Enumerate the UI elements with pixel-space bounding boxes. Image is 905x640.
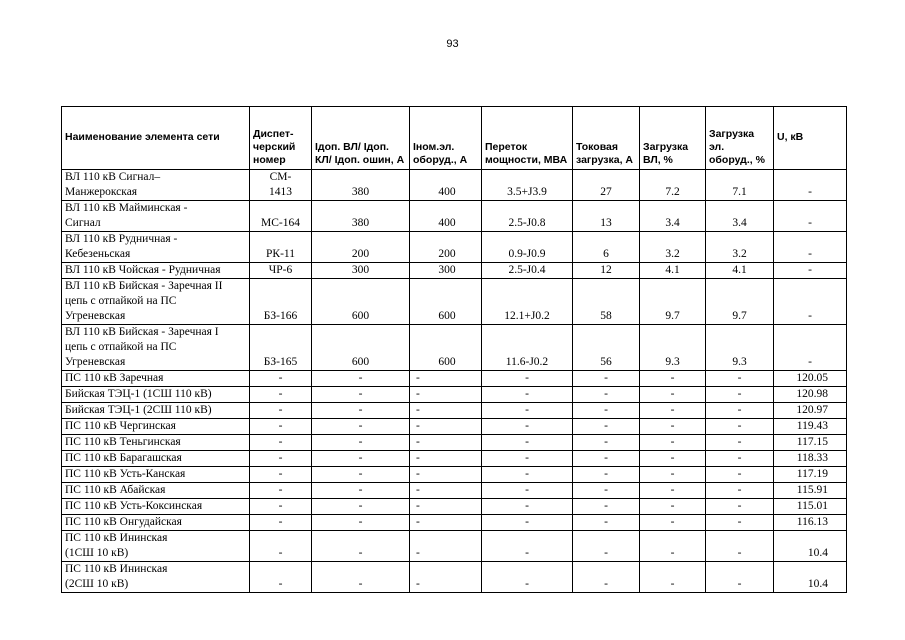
- voltage-cell: -: [774, 201, 847, 232]
- line-load-cell: -: [640, 403, 706, 419]
- line-load-cell: -: [640, 419, 706, 435]
- power-flow-cell: -: [482, 403, 573, 419]
- equipment-load-cell: 4.1: [706, 263, 774, 279]
- power-flow-cell: -: [482, 419, 573, 435]
- rated-current-cell: 300: [410, 263, 482, 279]
- rated-current-cell: -: [410, 371, 482, 387]
- equipment-load-cell: -: [706, 451, 774, 467]
- power-flow-cell: 0.9-J0.9: [482, 232, 573, 263]
- allowable-current-cell: -: [312, 371, 410, 387]
- table-row: [62, 325, 847, 371]
- rated-current-cell: -: [410, 483, 482, 499]
- power-flow-cell: -: [482, 435, 573, 451]
- power-flow-cell: -: [482, 515, 573, 531]
- table-body: [62, 170, 847, 593]
- voltage-cell: 115.01: [774, 499, 847, 515]
- current-load-cell: -: [573, 499, 640, 515]
- current-load-cell: 58: [573, 279, 640, 325]
- element-name-cell: ВЛ 110 кВ Сигнал– Манжерокская: [62, 170, 250, 201]
- voltage-cell: -: [774, 232, 847, 263]
- header-rated-current: Iном.эл. оборуд., А: [410, 107, 482, 170]
- current-load-cell: -: [573, 531, 640, 562]
- line-load-cell: -: [640, 483, 706, 499]
- line-load-cell: 9.7: [640, 279, 706, 325]
- rated-current-cell: -: [410, 499, 482, 515]
- element-name-cell: ПС 110 кВ Чергинская: [62, 419, 250, 435]
- line-load-cell: 3.4: [640, 201, 706, 232]
- element-name-cell: ПС 110 кВ Ининская (2СШ 10 кВ): [62, 562, 250, 593]
- dispatch-number-cell: -: [250, 483, 312, 499]
- rated-current-cell: -: [410, 403, 482, 419]
- current-load-cell: -: [573, 387, 640, 403]
- table-row: [62, 419, 847, 435]
- line-load-cell: -: [640, 562, 706, 593]
- power-flow-cell: -: [482, 371, 573, 387]
- dispatch-number-cell: РК-11: [250, 232, 312, 263]
- current-load-cell: 27: [573, 170, 640, 201]
- page-number: 93: [446, 38, 459, 50]
- voltage-cell: 120.05: [774, 371, 847, 387]
- rated-current-cell: -: [410, 531, 482, 562]
- dispatch-number-cell: -: [250, 467, 312, 483]
- voltage-cell: 118.33: [774, 451, 847, 467]
- equipment-load-cell: -: [706, 371, 774, 387]
- line-load-cell: 4.1: [640, 263, 706, 279]
- rated-current-cell: 400: [410, 170, 482, 201]
- allowable-current-cell: -: [312, 483, 410, 499]
- header-power-flow: Переток мощности, МВА: [482, 107, 573, 170]
- power-flow-cell: 2.5-J0.4: [482, 263, 573, 279]
- equipment-load-cell: -: [706, 531, 774, 562]
- voltage-cell: 120.97: [774, 403, 847, 419]
- dispatch-number-cell: -: [250, 387, 312, 403]
- header-line-load: Загрузка ВЛ, %: [640, 107, 706, 170]
- table-row: [62, 387, 847, 403]
- line-load-cell: -: [640, 531, 706, 562]
- dispatch-number-cell: ЧР-6: [250, 263, 312, 279]
- current-load-cell: -: [573, 515, 640, 531]
- dispatch-number-cell: СМ- 1413: [250, 170, 312, 201]
- power-flow-cell: -: [482, 387, 573, 403]
- table-row: [62, 263, 847, 279]
- table-row: [62, 170, 847, 201]
- table-row: [62, 451, 847, 467]
- line-load-cell: -: [640, 499, 706, 515]
- current-load-cell: 13: [573, 201, 640, 232]
- rated-current-cell: 400: [410, 201, 482, 232]
- voltage-cell: 117.19: [774, 467, 847, 483]
- equipment-load-cell: -: [706, 499, 774, 515]
- element-name-cell: ВЛ 110 кВ Майминская - Сигнал: [62, 201, 250, 232]
- power-flow-cell: -: [482, 451, 573, 467]
- equipment-load-cell: -: [706, 387, 774, 403]
- equipment-load-cell: 7.1: [706, 170, 774, 201]
- table-row: [62, 562, 847, 593]
- element-name-cell: ПС 110 кВ Барагашская: [62, 451, 250, 467]
- table-row: [62, 467, 847, 483]
- table-row: [62, 531, 847, 562]
- table-header: [62, 107, 847, 170]
- allowable-current-cell: 600: [312, 279, 410, 325]
- allowable-current-cell: 200: [312, 232, 410, 263]
- header-current-load: Токовая загрузка, А: [573, 107, 640, 170]
- current-load-cell: -: [573, 419, 640, 435]
- current-load-cell: 56: [573, 325, 640, 371]
- power-flow-cell: 12.1+J0.2: [482, 279, 573, 325]
- element-name-cell: ВЛ 110 кВ Бийская - Заречная I цепь с отпайкой на ПС Угреневская: [62, 325, 250, 371]
- element-name-cell: ПС 110 кВ Усть-Канская: [62, 467, 250, 483]
- element-name-cell: ПС 110 кВ Усть-Коксинская: [62, 499, 250, 515]
- current-load-cell: -: [573, 435, 640, 451]
- table-row: [62, 435, 847, 451]
- line-load-cell: 7.2: [640, 170, 706, 201]
- dispatch-number-cell: БЗ-165: [250, 325, 312, 371]
- element-name-cell: ВЛ 110 кВ Рудничная - Кебезеньская: [62, 232, 250, 263]
- allowable-current-cell: -: [312, 562, 410, 593]
- dispatch-number-cell: -: [250, 403, 312, 419]
- table-row: [62, 371, 847, 387]
- element-name-cell: ПС 110 кВ Заречная: [62, 371, 250, 387]
- dispatch-number-cell: БЗ-166: [250, 279, 312, 325]
- dispatch-number-cell: -: [250, 419, 312, 435]
- power-flow-cell: 3.5+J3.9: [482, 170, 573, 201]
- line-load-cell: 9.3: [640, 325, 706, 371]
- rated-current-cell: 600: [410, 325, 482, 371]
- line-load-cell: -: [640, 387, 706, 403]
- current-load-cell: -: [573, 562, 640, 593]
- voltage-cell: 10.4: [774, 562, 847, 593]
- current-load-cell: -: [573, 403, 640, 419]
- table-row: [62, 403, 847, 419]
- voltage-cell: -: [774, 279, 847, 325]
- table-row: [62, 515, 847, 531]
- voltage-cell: 116.13: [774, 515, 847, 531]
- dispatch-number-cell: -: [250, 515, 312, 531]
- rated-current-cell: 600: [410, 279, 482, 325]
- current-load-cell: -: [573, 483, 640, 499]
- voltage-cell: 115.91: [774, 483, 847, 499]
- dispatch-number-cell: -: [250, 435, 312, 451]
- header-allowable-current: Iдоп. ВЛ/ Iдоп. КЛ/ Iдоп. ошин, А: [312, 107, 410, 170]
- equipment-load-cell: -: [706, 483, 774, 499]
- rated-current-cell: 200: [410, 232, 482, 263]
- header-equipment-load: Загрузка эл. оборуд., %: [706, 107, 774, 170]
- power-flow-cell: -: [482, 467, 573, 483]
- equipment-load-cell: -: [706, 515, 774, 531]
- voltage-cell: 119.43: [774, 419, 847, 435]
- rated-current-cell: -: [410, 451, 482, 467]
- allowable-current-cell: -: [312, 451, 410, 467]
- table-row: [62, 232, 847, 263]
- equipment-load-cell: 9.3: [706, 325, 774, 371]
- table-row: [62, 201, 847, 232]
- current-load-cell: -: [573, 467, 640, 483]
- power-flow-cell: 2.5-J0.8: [482, 201, 573, 232]
- rated-current-cell: -: [410, 435, 482, 451]
- dispatch-number-cell: -: [250, 531, 312, 562]
- rated-current-cell: -: [410, 387, 482, 403]
- voltage-cell: -: [774, 263, 847, 279]
- element-name-cell: ПС 110 кВ Ининская (1СШ 10 кВ): [62, 531, 250, 562]
- allowable-current-cell: 600: [312, 325, 410, 371]
- allowable-current-cell: 300: [312, 263, 410, 279]
- equipment-load-cell: -: [706, 435, 774, 451]
- dispatch-number-cell: МС-164: [250, 201, 312, 232]
- current-load-cell: -: [573, 451, 640, 467]
- line-load-cell: -: [640, 515, 706, 531]
- table-row: [62, 483, 847, 499]
- line-load-cell: 3.2: [640, 232, 706, 263]
- element-name-cell: ВЛ 110 кВ Чойская - Рудничная: [62, 263, 250, 279]
- current-load-cell: 6: [573, 232, 640, 263]
- allowable-current-cell: -: [312, 499, 410, 515]
- table-row: [62, 279, 847, 325]
- voltage-cell: -: [774, 170, 847, 201]
- voltage-cell: 117.15: [774, 435, 847, 451]
- dispatch-number-cell: -: [250, 499, 312, 515]
- rated-current-cell: -: [410, 419, 482, 435]
- element-name-cell: ПС 110 кВ Теньгинская: [62, 435, 250, 451]
- element-name-cell: ВЛ 110 кВ Бийская - Заречная II цепь с отпайкой на ПС Угреневская: [62, 279, 250, 325]
- element-name-cell: ПС 110 кВ Абайская: [62, 483, 250, 499]
- dispatch-number-cell: -: [250, 562, 312, 593]
- equipment-load-cell: -: [706, 419, 774, 435]
- header-element-name: Наименование элемента сети: [62, 107, 250, 170]
- network-elements-table: [61, 106, 847, 593]
- rated-current-cell: -: [410, 562, 482, 593]
- allowable-current-cell: -: [312, 515, 410, 531]
- rated-current-cell: -: [410, 467, 482, 483]
- equipment-load-cell: 9.7: [706, 279, 774, 325]
- allowable-current-cell: 380: [312, 201, 410, 232]
- line-load-cell: -: [640, 451, 706, 467]
- current-load-cell: -: [573, 371, 640, 387]
- allowable-current-cell: -: [312, 403, 410, 419]
- table-row: [62, 499, 847, 515]
- power-flow-cell: 11.6-J0.2: [482, 325, 573, 371]
- voltage-cell: 120.98: [774, 387, 847, 403]
- equipment-load-cell: 3.4: [706, 201, 774, 232]
- line-load-cell: -: [640, 467, 706, 483]
- current-load-cell: 12: [573, 263, 640, 279]
- power-flow-cell: -: [482, 499, 573, 515]
- element-name-cell: Бийская ТЭЦ-1 (1СШ 110 кВ): [62, 387, 250, 403]
- power-flow-cell: -: [482, 562, 573, 593]
- line-load-cell: -: [640, 435, 706, 451]
- allowable-current-cell: 380: [312, 170, 410, 201]
- allowable-current-cell: -: [312, 467, 410, 483]
- header-voltage: U, кВ: [774, 107, 847, 170]
- power-flow-cell: -: [482, 483, 573, 499]
- voltage-cell: -: [774, 325, 847, 371]
- rated-current-cell: -: [410, 515, 482, 531]
- equipment-load-cell: -: [706, 562, 774, 593]
- element-name-cell: Бийская ТЭЦ-1 (2СШ 110 кВ): [62, 403, 250, 419]
- voltage-cell: 10.4: [774, 531, 847, 562]
- allowable-current-cell: -: [312, 531, 410, 562]
- equipment-load-cell: -: [706, 403, 774, 419]
- equipment-load-cell: -: [706, 467, 774, 483]
- element-name-cell: ПС 110 кВ Онгудайская: [62, 515, 250, 531]
- allowable-current-cell: -: [312, 387, 410, 403]
- allowable-current-cell: -: [312, 435, 410, 451]
- allowable-current-cell: -: [312, 419, 410, 435]
- dispatch-number-cell: -: [250, 451, 312, 467]
- power-flow-cell: -: [482, 531, 573, 562]
- line-load-cell: -: [640, 371, 706, 387]
- header-dispatch-number: Диспет-черский номер: [250, 107, 312, 170]
- equipment-load-cell: 3.2: [706, 232, 774, 263]
- dispatch-number-cell: -: [250, 371, 312, 387]
